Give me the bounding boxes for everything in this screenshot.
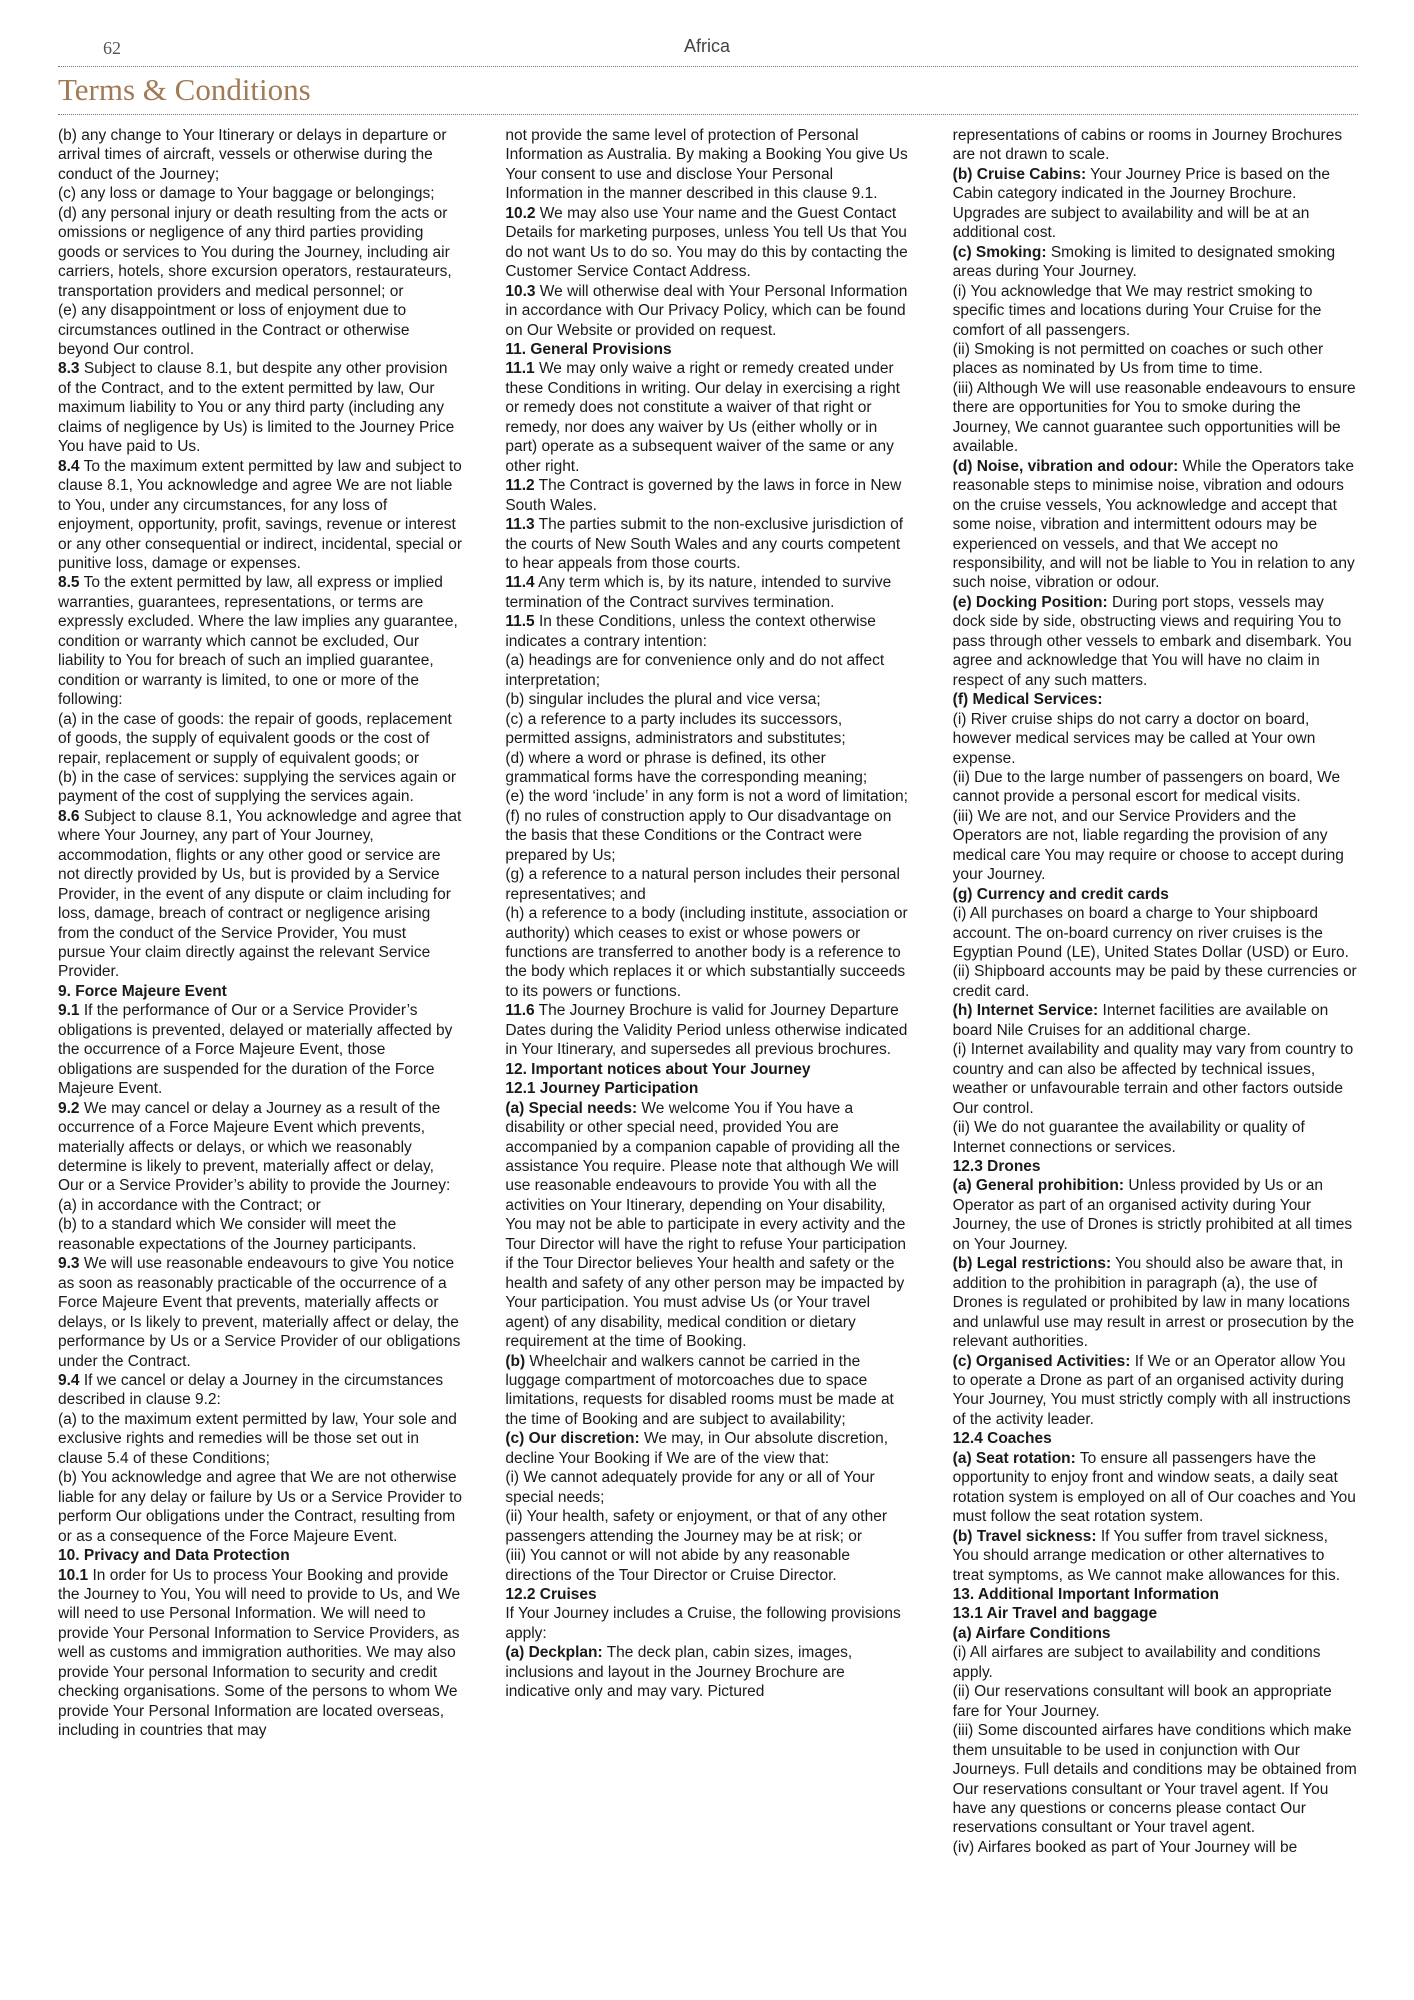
clause-paragraph [58, 1215, 463, 1254]
clause-paragraph [505, 807, 910, 865]
clause-paragraph [58, 1254, 463, 1371]
clause-paragraph [505, 690, 910, 709]
clause-text: Subject to clause 8.1, but despite any other provision of the Contract, and to the extent permitted by law, Our maximum liability to You or any third party (including any claims of negligence by Us) is limited to the Journey Price You have paid to Us. [58, 360, 455, 456]
page-number: 62 [103, 38, 121, 58]
clause-text: We welcome You if You have a disability or other special need, provided You are accompanied by a companion capable of providing all the assistance You require. Please note that although We will use reasonable endeavours to provide You with all the activities on Your Itinerary, depending on Your disability, You may not be able to participate in every activity and the Tour Director will have the right to refuse Your participation if the Tour Director believes Your health and safety or the health and safety of any other person may be impacted by Your participation. You must advise Us (or Your travel agent) of any disability, medical condition or dietary requirement at the time of Booking. [505, 1099, 906, 1351]
clause-heading: 8.4 [58, 457, 80, 475]
section-title: Terms & Conditions [58, 72, 311, 107]
clause-text: (a) headings are for convenience only and do not affect interpretation; [505, 652, 885, 689]
clause-heading: (h) Internet Service: [952, 1002, 1099, 1020]
clause-text: (i) We cannot adequately provide for any or all of Your special needs; [505, 1469, 875, 1506]
clause-text: To the extent permitted by law, all express or implied warranties, guarantees, representations, or terms are expressly excluded. Where the law implies any guarantee, condition or warranty which cannot be excluded, Our liability to You for breach of such an implied guarantee, condition or warranty is limited, to one or more of the following: [58, 574, 458, 709]
clause-paragraph [953, 1585, 1358, 1604]
clause-paragraph [58, 457, 463, 574]
clause-text: If we cancel or delay a Journey in the circumstances described in clause 9.2: [58, 1372, 444, 1409]
clause-text: (c) a reference to a party includes its successors, permitted assigns, administrators and substitutes; [505, 710, 846, 748]
clause-heading: 9.4 [58, 1372, 80, 1389]
clause-text: We may, in Our absolute discretion, decline Your Booking if We are of the view that: [505, 1430, 889, 1467]
clause-paragraph [58, 204, 463, 301]
clause-heading: 11.2 [505, 477, 535, 495]
clause-paragraph [505, 651, 910, 690]
clause-paragraph [505, 1352, 910, 1430]
clause-text: (i) Internet availability and quality may vary from country to country and can also be affected by technical issues, weather or unfavourable terrain and other factors outside Our control. [952, 1041, 1354, 1117]
title-divider [58, 114, 1358, 115]
clause-paragraph [505, 1099, 910, 1352]
clause-heading: 8.6 [58, 807, 80, 825]
clause-paragraph [58, 359, 463, 456]
clause-paragraph [953, 1449, 1358, 1527]
clause-paragraph [58, 1099, 463, 1196]
clause-heading: 11.5 [505, 613, 535, 631]
clause-text: (i) All purchases on board a charge to Your shipboard account. The on-board currency on river cruises is the Egyptian Pound (LE), United States Dollar (USD) or Euro. [952, 905, 1349, 962]
clause-paragraph [58, 768, 463, 807]
clause-paragraph [505, 1546, 910, 1585]
terms-body [58, 126, 1358, 1990]
clause-heading: (a) General prohibition: [952, 1177, 1125, 1195]
clause-paragraph [58, 1566, 463, 1741]
clause-text: (i) All airfares are subject to availability and conditions apply. [952, 1644, 1321, 1681]
clause-paragraph [953, 1001, 1358, 1040]
clause-text: To ensure all passengers have the opportunity to enjoy front and window seats, a daily seat rotation system is employed on all of Our coaches and You must follow the seat rotation system. [952, 1449, 1356, 1526]
clause-heading: (a) Deckplan: [505, 1644, 603, 1662]
clause-text: (i) You acknowledge that We may restrict smoking to specific times and locations during Your Cruise for the comfort of all passengers. [952, 282, 1322, 339]
clause-text: (a) to the maximum extent permitted by law, Your sole and exclusive rights and remedies will be those set out in clause 5.4 of these Conditions; [58, 1410, 457, 1467]
clause-text: (d) any personal injury or death resulting from the acts or omissions or negligence of any third parties providing goods or services to You during the Journey, including air carriers, hotels, shore excursion operators, restaurateurs, transportation providers and medical personnel; or [58, 204, 452, 300]
clause-paragraph [953, 282, 1358, 340]
clause-text: (ii) Shipboard accounts may be paid by these currencies or credit card. [952, 963, 1357, 1000]
clause-heading: 12.2 Cruises [505, 1585, 597, 1603]
clause-heading: 11. General Provisions [505, 340, 672, 358]
clause-text: The Journey Brochure is valid for Journey Departure Dates during the Validity Period unless otherwise indicated in Your Itinerary, and supersedes all previous brochures. [505, 1002, 908, 1059]
clause-text: (d) where a word or phrase is defined, its other grammatical forms have the corresponding meaning; [505, 749, 868, 786]
clause-paragraph [505, 1060, 910, 1079]
clause-paragraph [505, 1643, 910, 1701]
clause-text: Unless provided by Us or an Operator as part of an organised activity during Your Journey, the use of Drones is strictly prohibited at all times on Your Journey. [952, 1177, 1353, 1253]
clause-text: While the Operators take reasonable steps to minimise noise, vibration and odours on the cruise vessels, You acknowledge and accept that some noise, vibration and intermittent odours may be experienced on vessels, and that We accept no responsibility, and will not be liable to You in relation to any such noise, vibration or odour. [952, 457, 1355, 592]
clause-heading: 12. Important notices about Your Journey [505, 1060, 811, 1078]
clause-paragraph [953, 340, 1358, 379]
clause-heading: (a) Seat rotation: [952, 1449, 1076, 1467]
clause-text: (ii) Smoking is not permitted on coaches or such other places as nominated by Us from time to time. [952, 340, 1324, 378]
clause-text: Your Journey Price is based on the Cabin category indicated in the Journey Brochure. Upgrades are subject to availability and will be at an additional cost. [952, 165, 1330, 242]
clause-text: In order for Us to process Your Booking and provide the Journey to You, You will need to provide to Us, and We will need to use Personal Information. We will need to provide Your Personal Information to Service Providers, as well as customs and immigration authorities. We may also provide Your personal Information to security and credit checking organisations. Some of the persons to whom We provide Your Personal Information are located overseas, including in countries that may [58, 1566, 461, 1740]
clause-text: You should also be aware that, in addition to the prohibition in paragraph (a), the use of Drones is regulated or prohibited by law in many locations and unlawful use may result in arrest or prosecution by the relevant authorities. [952, 1255, 1355, 1351]
clause-heading: 11.1 [505, 360, 535, 378]
clause-heading: (b) Legal restrictions: [952, 1255, 1112, 1273]
clause-heading: 8.5 [58, 574, 80, 592]
clause-heading: 13.1 Air Travel and baggage [952, 1605, 1158, 1623]
clause-paragraph [953, 243, 1358, 282]
clause-text: (iv) Airfares booked as part of Your Journey will be [952, 1838, 1298, 1856]
clause-text: (b) any change to Your Itinerary or delays in departure or arrival times of aircraft, vessels or otherwise during the conduct of the Journey; [58, 127, 447, 183]
clause-paragraph [953, 1527, 1358, 1585]
clause-paragraph [58, 1468, 463, 1546]
clause-paragraph [505, 476, 910, 515]
clause-heading: (a) Special needs: [505, 1099, 638, 1117]
clause-paragraph [58, 573, 463, 709]
clause-heading: (c) Smoking: [952, 243, 1047, 261]
clause-paragraph [58, 1410, 463, 1468]
clause-text: (i) River cruise ships do not carry a doctor on board, however medical services may be called at Your own expense. [952, 710, 1316, 767]
clause-paragraph [58, 807, 463, 943]
clause-heading: 13. Additional Important Information [952, 1585, 1220, 1603]
clause-heading: (g) Currency and credit cards [952, 885, 1169, 903]
clause-heading: 10.3 [505, 282, 536, 300]
clause-paragraph [953, 1352, 1358, 1430]
clause-heading: (b) Cruise Cabins: [952, 165, 1087, 183]
clause-text: (b) singular includes the plural and vice versa; [505, 691, 821, 709]
clause-heading: 10. Privacy and Data Protection [58, 1547, 290, 1565]
clause-text: (f) no rules of construction apply to Our disadvantage on the basis that these Conditions or the Contract were prepared by Us; [505, 807, 892, 864]
clause-paragraph [953, 710, 1358, 768]
clause-paragraph [953, 1118, 1358, 1157]
clause-text: (e) any disappointment or loss of enjoyment due to circumstances outlined in the Contract or otherwise beyond Our control. [58, 302, 410, 358]
clause-paragraph [953, 1429, 1358, 1448]
header-divider [58, 66, 1358, 67]
clause-heading: (e) Docking Position: [952, 593, 1108, 611]
clause-paragraph [58, 982, 463, 1001]
clause-paragraph [953, 593, 1358, 690]
clause-text: We will otherwise deal with Your Personal Information in accordance with Our Privacy Policy, which can be found on Our Website or provided on request. [505, 282, 908, 339]
clause-heading: 10.2 [505, 204, 536, 222]
clause-paragraph [505, 1468, 910, 1507]
clause-paragraph [505, 904, 910, 1001]
clause-text: (iii) Although We will use reasonable endeavours to ensure there are opportunities for You to smoke during the Journey, We cannot guarantee such opportunities will be available. [952, 379, 1356, 456]
clause-text: (a) in accordance with the Contract; or [58, 1196, 321, 1214]
clause-text: Subject to clause 8.1, You acknowledge and agree that where Your Journey, any part of Your Journey, accommodation, flights or any other good or service are not directly provided by Us, but is provided by a Service Provider, in the event of any dispute or claim including for loss, damage, breach of contract or negligence arising from the conduct of the Service Provider, You must [58, 807, 462, 942]
clause-text: (iii) We are not, and our Service Providers and the Operators are not, liable regarding the provision of any medical care You may require or choose to accept during your Journey. [952, 807, 1344, 884]
clause-paragraph [953, 1721, 1358, 1838]
clause-text: (b) in the case of services: supplying the services again or payment of the cost of supplying the services again. [58, 768, 457, 806]
clause-paragraph [505, 359, 910, 476]
clause-text: (a) in the case of goods: the repair of goods, replacement of goods, the supply of equivalent goods or the cost of repair, replacement or supply of equivalent goods; or [58, 710, 452, 767]
clause-heading: 9.1 [58, 1002, 80, 1020]
clause-text: (ii) We do not guarantee the availability or quality of Internet connections or services. [952, 1119, 1305, 1156]
clause-paragraph [505, 865, 910, 904]
clause-text: (c) any loss or damage to Your baggage or belongings; [58, 185, 435, 203]
clause-paragraph [953, 1176, 1358, 1254]
clause-text: (iii) You cannot or will not abide by any reasonable directions of the Tour Director or Cruise Director. [505, 1547, 850, 1584]
text-column-1 [58, 126, 463, 1990]
clause-heading: (b) [505, 1352, 526, 1370]
clause-paragraph [953, 1624, 1358, 1643]
clause-paragraph [505, 204, 910, 282]
clause-text: We will use reasonable endeavours to give You notice as soon as reasonably practicable of the occurrence of a Force Majeure Event that prevents, materially affects or delays, or Is likely to prevent, materially affect or delay, the performance by Us or a Service Provider of our obligations under the Contract. [58, 1255, 461, 1370]
clause-paragraph [58, 1546, 463, 1565]
clause-text: If Your Journey includes a Cruise, the following provisions apply: [505, 1605, 901, 1642]
clause-heading: (c) Organised Activities: [952, 1352, 1131, 1370]
clause-text: If the performance of Our or a Service Provider’s obligations is prevented, delayed or materially affected by the occurrence of a Force Majeure Event, those obligations are suspended for the duration of the Force Majeure Event. [58, 1002, 453, 1098]
running-head: Africa [683, 36, 730, 56]
clause-paragraph [58, 301, 463, 359]
clause-paragraph [953, 807, 1358, 885]
clause-paragraph [505, 1079, 910, 1098]
clause-heading: 11.4 [505, 574, 535, 592]
clause-text: During port stops, vessels may dock side by side, obstructing views and requiring You to pass through other vessels to embark and disembark. You agree and acknowledge that You will have no claim in respect of any such matters. [952, 593, 1352, 689]
clause-text: The Contract is governed by the laws in force in New South Wales. [505, 477, 902, 514]
clause-paragraph [953, 1604, 1358, 1623]
clause-paragraph [953, 1682, 1358, 1721]
clause-heading: 9. Force Majeure Event [58, 982, 227, 1000]
clause-text: (iii) Some discounted airfares have conditions which make them unsuitable to be used in conjunction with Our Journeys. Full details and conditions may be obtained from Our reservations consultant or Your travel agent. If You have any questions or concerns please contact Our reservations consultant or Your travel agent. [952, 1722, 1357, 1837]
clause-text: The deck plan, cabin sizes, images, inclusions and layout in the Journey Brochure are indicative only and may vary. Pictured [505, 1644, 853, 1701]
clause-heading: (d) Noise, vibration and odour: [952, 457, 1179, 475]
clause-paragraph [58, 943, 463, 982]
clause-paragraph [953, 379, 1358, 457]
clause-text: Smoking is limited to designated smoking areas during Your Journey. [952, 243, 1336, 281]
clause-text: (g) a reference to a natural person includes their personal representatives; and [505, 866, 900, 903]
clause-heading: 9.2 [58, 1099, 80, 1117]
clause-paragraph [505, 1604, 910, 1643]
clause-heading: (f) Medical Services: [952, 691, 1103, 709]
clause-text: representations of cabins or rooms in Journey Brochures are not drawn to scale. [952, 127, 1343, 164]
clause-paragraph [953, 885, 1358, 904]
clause-paragraph [505, 1001, 910, 1059]
clause-paragraph [505, 749, 910, 788]
clause-text: Internet facilities are available on board Nile Cruises for an additional charge. [952, 1002, 1329, 1039]
clause-paragraph [505, 573, 910, 612]
clause-text: If We or an Operator allow You to operate a Drone as part of an organised activity during Your Journey, You must strictly comply with all instructions of the activity leader. [952, 1352, 1351, 1428]
clause-heading: 11.3 [505, 516, 535, 534]
clause-paragraph [505, 126, 910, 204]
clause-paragraph [505, 340, 910, 359]
clause-paragraph [505, 1585, 910, 1604]
clause-paragraph [953, 1157, 1358, 1176]
clause-text: We may also use Your name and the Guest Contact Details for marketing purposes, unless You tell Us that You do not want Us to do so. You may do this by contacting the Customer Service Contact Address. [505, 204, 908, 281]
clause-heading: 12.4 Coaches [952, 1430, 1052, 1448]
clause-text: If You suffer from travel sickness, You should arrange medication or other alternatives to treat symptoms, as We cannot make allowances for this. [952, 1527, 1341, 1584]
clause-paragraph [58, 126, 463, 184]
clause-paragraph [505, 1507, 910, 1546]
clause-paragraph [953, 1040, 1358, 1118]
clause-paragraph [505, 612, 910, 651]
clause-paragraph [953, 165, 1358, 243]
clause-text: The parties submit to the non-exclusive jurisdiction of the courts of New South Wales and any courts competent to hear appeals from those courts. [505, 516, 904, 572]
clause-heading: 9.3 [58, 1255, 80, 1273]
clause-paragraph [505, 515, 910, 573]
clause-paragraph [953, 690, 1358, 709]
clause-text: not provide the same level of protection of Personal Information as Australia. By making a Booking You give Us Your consent to use and disclose Your Personal Information in the manner described in this clause 9.1. [505, 127, 908, 203]
clause-paragraph [505, 282, 910, 340]
clause-text: (b) to a standard which We consider will meet the reasonable expectations of the Journey participants. [58, 1216, 417, 1253]
clause-paragraph [953, 962, 1358, 1001]
clause-paragraph [953, 768, 1358, 807]
clause-paragraph [505, 710, 910, 749]
clause-heading: (a) Airfare Conditions [952, 1624, 1111, 1642]
clause-text: (h) a reference to a body (including institute, association or authority) which ceases to exist or whose powers or functions are transferred to another body is a reference to the body which replaces it or which substantially succeeds to its powers or functions. [505, 905, 908, 1000]
clause-paragraph [953, 1643, 1358, 1682]
clause-heading: 12.3 Drones [952, 1158, 1041, 1176]
clause-paragraph [953, 1254, 1358, 1351]
text-column-2 [505, 126, 910, 1990]
text-column-3 [953, 126, 1358, 1990]
clause-paragraph [58, 710, 463, 768]
clause-paragraph [58, 1196, 463, 1215]
clause-heading: 8.3 [58, 360, 80, 378]
clause-heading: (b) Travel sickness: [952, 1527, 1097, 1545]
clause-heading: 11.6 [505, 1002, 535, 1020]
clause-paragraph [58, 1001, 463, 1098]
clause-text: (b) You acknowledge and agree that We are not otherwise liable for any delay or failure by Us or a Service Provider to perform Our obligations under the Contract, resulting from or as a consequence of the Force Majeure Event. [58, 1469, 463, 1545]
clause-paragraph [953, 904, 1358, 962]
clause-text: (ii) Our reservations consultant will book an appropriate fare for Your Journey. [952, 1683, 1332, 1720]
clause-text: In these Conditions, unless the context otherwise indicates a contrary intention: [505, 613, 876, 650]
clause-paragraph [953, 1838, 1358, 1857]
clause-heading: 10.1 [58, 1566, 89, 1584]
clause-text: (e) the word ‘include’ in any form is not a word of limitation; [505, 788, 908, 806]
clause-paragraph [953, 457, 1358, 593]
clause-paragraph [58, 1371, 463, 1410]
clause-heading: (c) Our discretion: [505, 1430, 640, 1448]
clause-heading: 12.1 Journey Participation [505, 1080, 699, 1098]
clause-text: pursue Your claim directly against the relevant Service Provider. [58, 944, 431, 981]
clause-paragraph [58, 184, 463, 203]
clause-text: To the maximum extent permitted by law and subject to clause 8.1, You acknowledge and agree We are not liable to You, under any circumstances, for any loss of enjoyment, opportunity, profit, savings, revenue or interest or any other consequential or indirect, incidental, special or punitive loss, damage or expenses. [58, 457, 463, 572]
clause-text: Any term which is, by its nature, intended to survive termination of the Contract survives termination. [505, 574, 892, 611]
clause-text: We may cancel or delay a Journey as a result of the occurrence of a Force Majeure Event which prevents, materially affects or delays, or which we reasonably determine is likely to prevent, materially affect or delay, Our or a Service Provider’s ability to provide the Journey: [58, 1099, 451, 1195]
clause-paragraph [505, 787, 910, 806]
clause-text: We may only waive a right or remedy created under these Conditions in writing. Our delay in exercising a right or remedy does not constitute a waiver of that right or remedy, nor does any waiver by Us (either wholly or in part) operate as a subsequent waiver of the same or any other right. [505, 360, 900, 475]
clause-paragraph [505, 1429, 910, 1468]
clause-paragraph [953, 126, 1358, 165]
clause-text: (ii) Due to the large number of passengers on board, We cannot provide a personal escort for medical visits. [952, 768, 1341, 806]
clause-text: Wheelchair and walkers cannot be carried in the luggage compartment of motorcoaches due to space limitations, requests for disabled rooms must be made at the time of Booking and are subject to availability; [505, 1352, 894, 1428]
clause-text: (ii) Your health, safety or enjoyment, or that of any other passengers attending the Journey may be at risk; or [505, 1508, 888, 1545]
